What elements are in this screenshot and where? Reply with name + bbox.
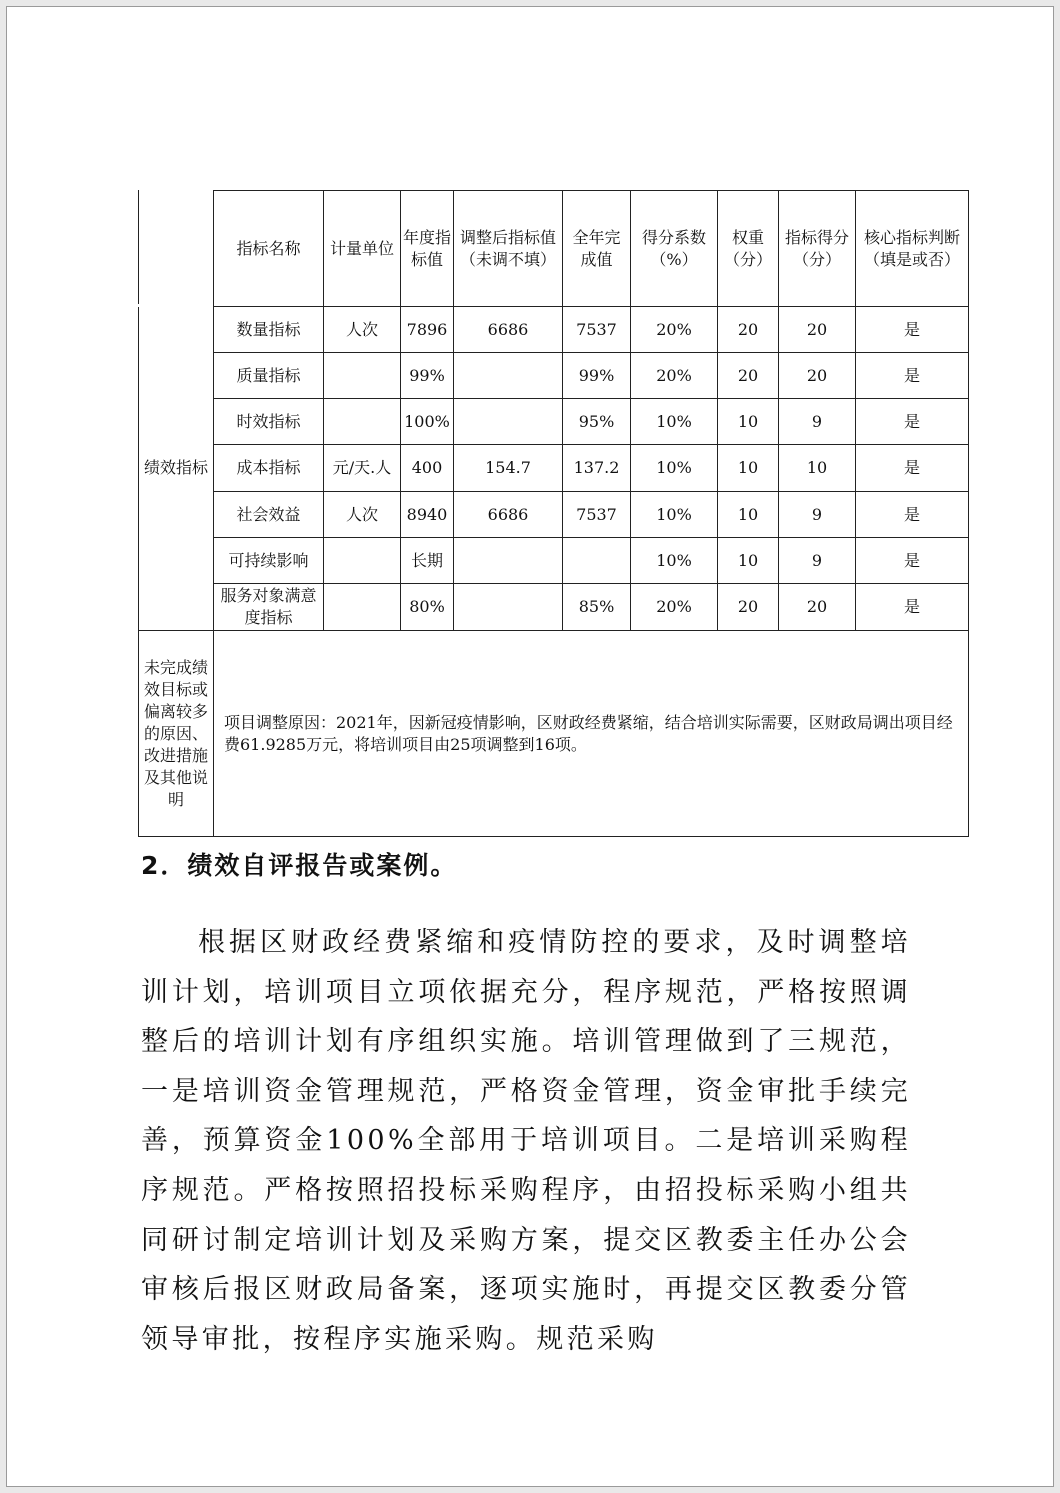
table-row — [139, 399, 969, 445]
row-annual: 7896 — [401, 307, 454, 353]
row-annual: 80% — [401, 584, 454, 631]
row-weight: 20 — [718, 307, 779, 353]
row-core: 是 — [856, 538, 969, 584]
row-adjusted — [454, 399, 563, 445]
row-completed: 85% — [563, 584, 631, 631]
row-adjusted — [454, 584, 563, 631]
header-core: 核心指标判断（填是或否） — [856, 191, 969, 307]
row-completed: 95% — [563, 399, 631, 445]
row-annual: 8940 — [401, 492, 454, 538]
row-name: 可持续影响 — [214, 538, 324, 584]
row-adjusted: 154.7 — [454, 445, 563, 492]
header-score: 指标得分（分） — [779, 191, 856, 307]
row-coef: 20% — [631, 584, 718, 631]
table-row — [139, 353, 969, 399]
header-coef: 得分系数（%） — [631, 191, 718, 307]
row-coef: 10% — [631, 399, 718, 445]
category-label: 绩效指标 — [139, 307, 214, 631]
row-name: 时效指标 — [214, 399, 324, 445]
row-core: 是 — [856, 307, 969, 353]
row-adjusted — [454, 538, 563, 584]
row-unit — [324, 538, 401, 584]
row-weight: 10 — [718, 399, 779, 445]
table-row — [139, 584, 969, 631]
explain-row — [139, 631, 969, 837]
header-annual: 年度指标值 — [401, 191, 454, 307]
row-name: 成本指标 — [214, 445, 324, 492]
row-adjusted: 6686 — [454, 307, 563, 353]
table-row — [139, 445, 969, 492]
row-core: 是 — [856, 492, 969, 538]
row-unit: 人次 — [324, 492, 401, 538]
header-weight: 权重（分） — [718, 191, 779, 307]
row-name: 社会效益 — [214, 492, 324, 538]
row-completed: 137.2 — [563, 445, 631, 492]
section-heading: 2．绩效自评报告或案例。 — [141, 851, 458, 880]
row-unit: 人次 — [324, 307, 401, 353]
row-name: 质量指标 — [214, 353, 324, 399]
row-weight: 10 — [718, 538, 779, 584]
row-coef: 20% — [631, 353, 718, 399]
row-annual: 99% — [401, 353, 454, 399]
explain-text: 项目调整原因：2021年，因新冠疫情影响，区财政经费紧缩，结合培训实际需要，区财政局调出项目经费61.9285万元，将培训项目由25项调整到16项。 — [214, 631, 969, 837]
header-blank-cell — [139, 191, 214, 307]
row-core: 是 — [856, 584, 969, 631]
row-weight: 20 — [718, 584, 779, 631]
row-unit — [324, 584, 401, 631]
row-annual: 400 — [401, 445, 454, 492]
row-core: 是 — [856, 353, 969, 399]
row-coef: 10% — [631, 445, 718, 492]
header-row — [139, 191, 969, 307]
row-completed: 7537 — [563, 492, 631, 538]
row-completed: 99% — [563, 353, 631, 399]
row-name: 服务对象满意度指标 — [214, 584, 324, 631]
row-coef: 10% — [631, 538, 718, 584]
row-unit: 元/天.人 — [324, 445, 401, 492]
table-row — [139, 492, 969, 538]
row-coef: 10% — [631, 492, 718, 538]
row-annual: 长期 — [401, 538, 454, 584]
row-weight: 10 — [718, 492, 779, 538]
row-weight: 10 — [718, 445, 779, 492]
header-adjusted: 调整后指标值（未调不填） — [454, 191, 563, 307]
row-score: 20 — [779, 353, 856, 399]
row-unit — [324, 353, 401, 399]
row-completed: 7537 — [563, 307, 631, 353]
row-score: 20 — [779, 307, 856, 353]
row-adjusted — [454, 353, 563, 399]
row-name: 数量指标 — [214, 307, 324, 353]
header-name: 指标名称 — [214, 191, 324, 307]
body-paragraph: 根据区财政经费紧缩和疫情防控的要求，及时调整培训计划，培训项目立项依据充分，程序规范，严格按照调整后的培训计划有序组织实施。培训管理做到了三规范，一是培训资金管理规范，严格资金管理，资金审批手续完善，预算资金100%全部用于培训项目。二是培训采购程序规范。严格按照招投标采购程序，由招投标采购小组共同研讨制定培训计划及采购方案，提交区教委主任办公会审核后报区财政局备案，逐项实施时，再提交区教委分管领导审批，按程序实施采购。规范采购 — [141, 927, 911, 1355]
row-annual: 100% — [401, 399, 454, 445]
row-score: 9 — [779, 492, 856, 538]
row-unit — [324, 399, 401, 445]
row-coef: 20% — [631, 307, 718, 353]
row-core: 是 — [856, 445, 969, 492]
header-completed: 全年完成值 — [563, 191, 631, 307]
table-row — [139, 307, 969, 353]
performance-table — [138, 190, 969, 837]
explain-label: 未完成绩效目标或偏离较多的原因、改进措施及其他说明 — [139, 631, 214, 837]
row-adjusted: 6686 — [454, 492, 563, 538]
row-core: 是 — [856, 399, 969, 445]
row-score: 20 — [779, 584, 856, 631]
row-score: 9 — [779, 538, 856, 584]
row-score: 10 — [779, 445, 856, 492]
header-unit: 计量单位 — [324, 191, 401, 307]
row-weight: 20 — [718, 353, 779, 399]
row-completed — [563, 538, 631, 584]
table-row — [139, 538, 969, 584]
row-score: 9 — [779, 399, 856, 445]
